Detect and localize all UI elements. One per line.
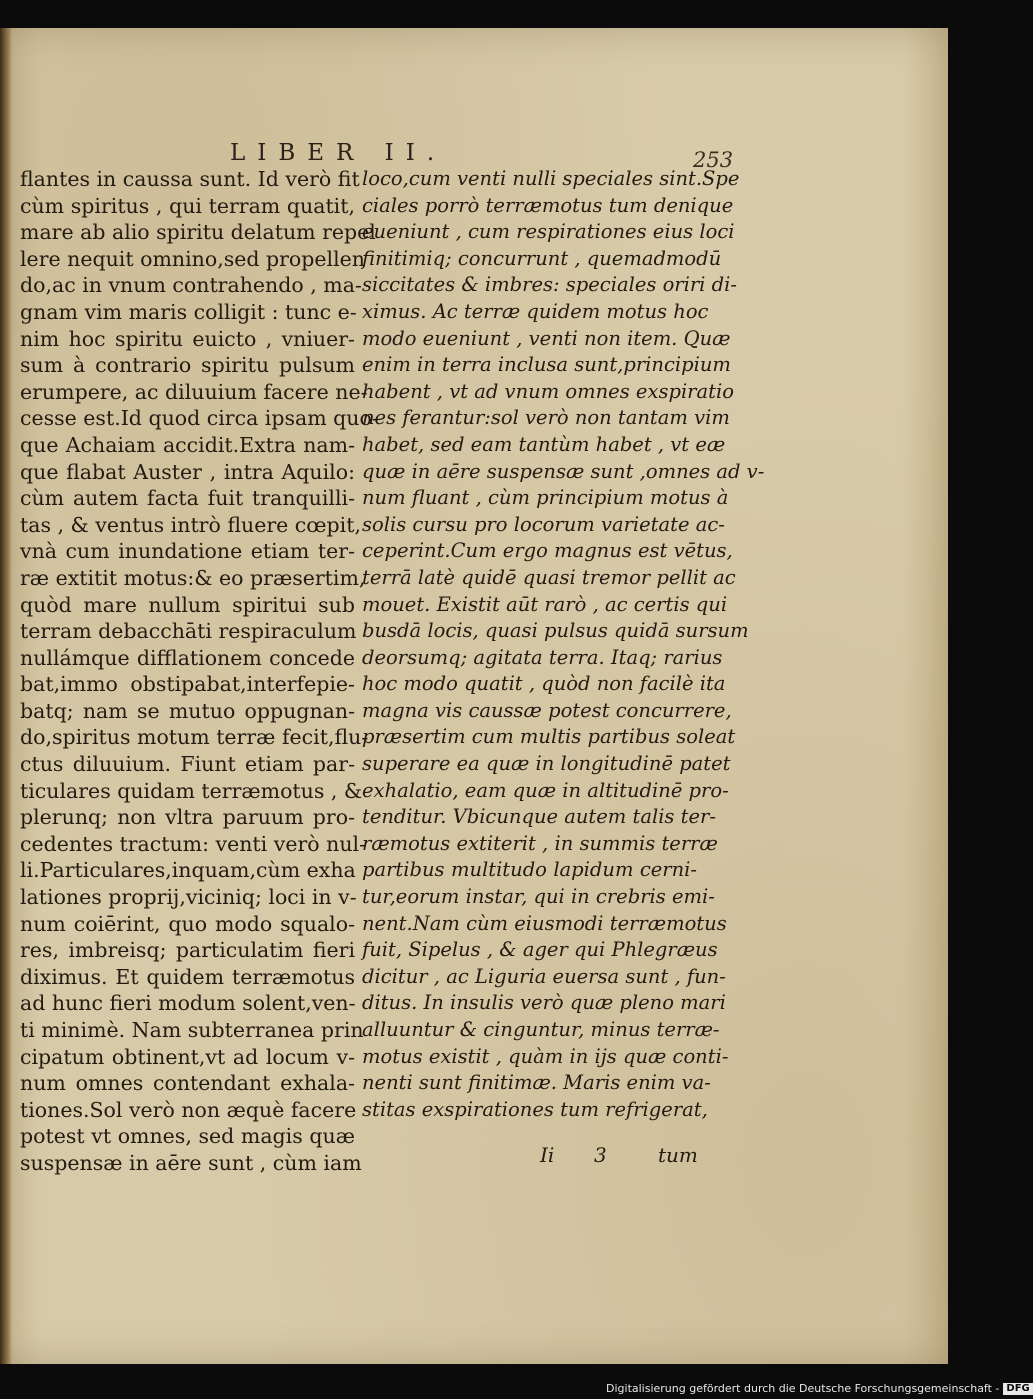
text-line: gnam vim maris colligit : tunc e- (20, 299, 357, 324)
text-line: ctus diluuium. Fiunt etiam par- (20, 752, 355, 777)
text-line: mare ab alio spiritu delatum repel (20, 220, 376, 245)
text-line: enim in terra inclusa sunt,principium (362, 353, 731, 377)
text-line: cesse est.Id quod circa ipsam quo- (20, 406, 379, 431)
text-line: nes ferantur:sol verò non tantam vim (362, 406, 730, 430)
text-line: nent.Nam cùm eiusmodi terræmotus (362, 911, 727, 935)
text-line: dicitur , ac Liguria euersa sunt , fun- (362, 964, 726, 988)
signature-number: 3 (594, 1143, 607, 1167)
text-line: superare ea quæ in longitudinē patet (362, 752, 731, 776)
text-line: ximus. Ac terræ quidem motus hoc (362, 299, 709, 323)
text-line: ceperint.Cum ergo magnus est vētus, (362, 539, 733, 563)
text-line: bat,immo obstipabat,interfepie- (20, 672, 355, 697)
text-line: tenditur. Vbicunque autem talis ter- (362, 805, 716, 829)
text-line: alluuntur & cinguntur, minus terræ- (362, 1018, 720, 1041)
text-line: siccitates & imbres: speciales oriri di- (362, 273, 737, 297)
text-line: busdā locis, quasi pulsus quidā sursum (362, 619, 749, 643)
text-line: tiones.Sol verò non æquè facere (20, 1097, 357, 1122)
text-line: habent , vt ad vnum omnes exspiratio (362, 379, 734, 403)
text-line: res, imbreisq; particulatim fieri (20, 938, 355, 963)
text-line: nim hoc spiritu euicto , vniuer- (20, 326, 355, 351)
text-line: cipatum obtinent,vt ad locum v- (20, 1044, 355, 1069)
catchword-line (540, 1143, 698, 1171)
left-column-roman-text (20, 166, 379, 1177)
text-line: magna vis caussæ potest concurrere, (362, 698, 732, 722)
text-line: ad hunc fieri modum solent,ven- (20, 991, 356, 1016)
text-line: li.Particulares,inquam,cùm exha (20, 858, 356, 883)
text-line: ditus. In insulis verò quæ pleno mari (362, 991, 726, 1015)
text-line: lationes proprij,viciniq; loci in v- (20, 885, 357, 910)
text-line: nullámque difflationem concede (20, 645, 355, 670)
text-line: fuit, Sipelus , & ager qui Phlegræus (362, 938, 718, 962)
text-line: batq; nam se mutuo oppugnan- (20, 698, 355, 723)
text-line: solis cursu pro locorum varietate ac- (362, 512, 725, 536)
text-line: deorsumq; agitata terra. Itaq; rarius (362, 645, 723, 669)
text-line: quæ in aēre suspensæ sunt ,omnes ad v- (362, 459, 765, 483)
text-line: que flabat Auster , intra Aquilo: (20, 459, 355, 484)
text-line: lere nequit omnino,sed propellen (20, 246, 365, 271)
text-line: cùm spiritus , qui terram quatit, (20, 193, 355, 218)
text-line: hoc modo quatit , quòd non facilè ita (362, 672, 726, 696)
text-line: que Achaiam accidit.Extra nam- (20, 432, 355, 457)
text-line: terrā latè quidē quasi tremor pellit ac (362, 565, 736, 589)
signature-mark: Ii (540, 1143, 555, 1167)
text-line: mouet. Existit aūt rarò , ac certis qui (362, 592, 728, 616)
page-number: 253 (693, 148, 734, 172)
text-line: ticulares quidam terræmotus , & (20, 778, 363, 803)
text-line: stitas exspirationes tum refrigerat, (362, 1097, 708, 1121)
text-line: finitimiq; concurrunt , quemadmodū (362, 246, 722, 270)
text-line: cùm autem facta fuit tranquilli- (20, 486, 355, 511)
catchword: tum (658, 1143, 698, 1167)
text-line: exhalatio, eam quæ in altitudinē pro- (362, 778, 729, 802)
text-line: cedentes tractum: venti verò nul- (20, 831, 367, 856)
text-line: habet, sed eam tantùm habet , vt eæ (362, 432, 726, 456)
right-column-italic-text (362, 166, 765, 1123)
text-line: ræ extitit motus:& eo præsertim, (20, 565, 366, 590)
text-line: nenti sunt finitimæ. Maris enim va- (362, 1071, 711, 1095)
text-line: ti minimè. Nam subterranea prin (20, 1018, 364, 1042)
text-line: do,spiritus motum terræ fecit,flu- (20, 725, 369, 750)
text-line: eueniunt , cum respirationes eius loci (362, 220, 735, 244)
digitization-credit (606, 1382, 1033, 1396)
text-line: sum à contrario spiritu pulsum (20, 353, 355, 378)
text-line: tas , & ventus intrò fluere cœpit, (20, 512, 361, 537)
text-line: tur,eorum instar, qui in crebris emi- (362, 885, 715, 909)
text-line: ciales porrò terræmotus tum denique (362, 193, 734, 217)
text-line: suspensæ in aēre sunt , cùm iam (20, 1150, 362, 1175)
running-head: LIBER II. (230, 140, 447, 166)
text-line: modo eueniunt , venti non item. Quæ (362, 326, 731, 350)
text-line: flantes in caussa sunt. Id verò fit (20, 167, 360, 191)
page-binding-edge (0, 28, 12, 1364)
text-line: num coiērint, quo modo squalo- (20, 911, 355, 936)
text-line: ræmotus extiterit , in summis terræ (362, 831, 718, 855)
text-line: do,ac in vnum contrahendo , ma- (20, 273, 362, 298)
text-line: motus existit , quàm in ijs quæ conti- (362, 1044, 729, 1068)
text-line: præsertim cum multis partibus soleat (362, 725, 736, 749)
text-line: num omnes contendant exhala- (20, 1071, 355, 1096)
text-line: vnà cum inundatione etiam ter- (20, 539, 355, 564)
text-line: num fluant , cùm principium motus à (362, 486, 729, 510)
dfg-logo: DFG (1003, 1383, 1032, 1395)
text-line: plerunq; non vltra paruum pro- (20, 805, 355, 830)
text-line: loco,cum venti nulli speciales sint.Spe (362, 167, 740, 190)
text-line: diximus. Et quidem terræmotus (20, 964, 355, 989)
text-line: potest vt omnes, sed magis quæ (20, 1124, 355, 1149)
text-line: erumpere, ac diluuium facere ne- (20, 379, 368, 404)
credit-text: Digitalisierung gefördert durch die Deutsche Forschungsgemeinschaft - (606, 1382, 1000, 1395)
text-line: partibus multitudo lapidum cerni- (362, 858, 697, 882)
text-line: quòd mare nullum spiritui sub (20, 592, 355, 617)
text-line: terram debacchāti respiraculum (20, 619, 357, 644)
